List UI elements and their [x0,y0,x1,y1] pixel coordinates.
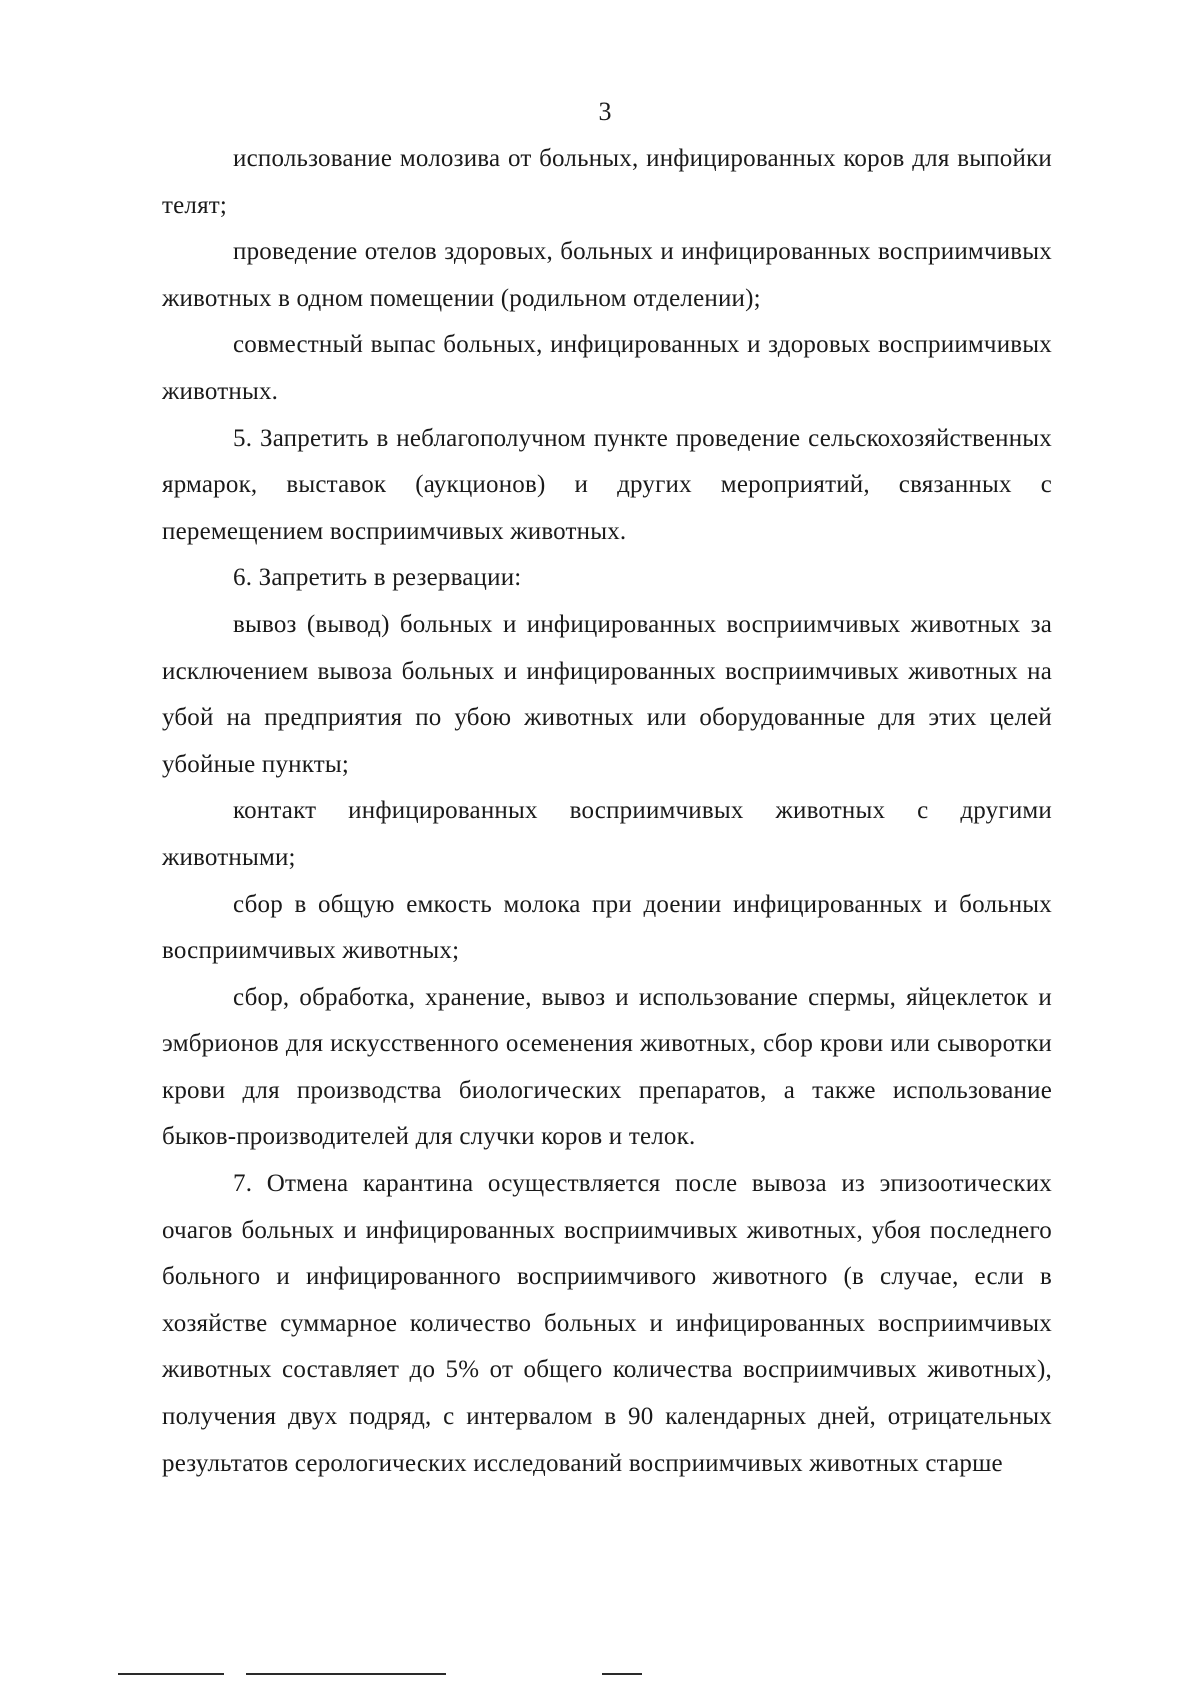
paragraph-item-6: 6. Запретить в резервации: [233,564,522,592]
footer-line-segment [118,1673,224,1675]
document-body [162,136,1052,1487]
paragraph-colostrum: использование молозива от больных, инфицированных коров для выпойки телят; [162,145,1052,219]
paragraph-grazing: совместный выпас больных, инфицированных и здоровых восприимчивых животных. [162,331,1052,405]
footer-divider [0,1673,1200,1677]
paragraph-item-7: 7. Отмена карантина осуществляется после вывоза из эпизоотических очагов больных и инфицированных восприимчивых животных, убоя последнего больного и инфицированного восприимчивого животного (в случае, если в хозяйстве суммарное количество больных и инфицированных восприимчивых животных составляет до 5% от общего количества восприимчивых животных), получения двух подряд, с интервалом в 90 календарных дней, отрицательных результатов серологических исследований восприимчивых животных старше [162,1170,1052,1477]
footer-line-segment [602,1673,642,1675]
paragraph-milk: сбор в общую емкость молока при доении инфицированных и больных восприимчивых животных; [162,890,1052,965]
paragraph-item-5: 5. Запретить в неблагополучном пункте проведение сельскохозяйственных ярмарок, выставок (аукционов) и других мероприятий, связанных с перемещением восприимчивых животных. [162,424,1052,545]
footer-line-segment [246,1673,446,1675]
paragraph-export: вывоз (вывод) больных и инфицированных восприимчивых животных за исключением вывоза больных и инфицированных восприимчивых животных на убой на предприятия по убою животных или оборудованные для этих целей убойные пункты; [162,610,1052,778]
page-number: 3 [598,97,612,126]
paragraph-calving: проведение отелов здоровых, больных и инфицированных восприимчивых животных в одном помещении (родильном отделении); [162,238,1052,312]
paragraph-contact: контакт инфицированных восприимчивых животных с другими животными; [162,797,1052,871]
paragraph-sperm: сбор, обработка, хранение, вывоз и использование спермы, яйцеклеток и эмбрионов для искусственного осеменения животных, сбор крови или сыворотки крови для производства биологических препаратов, а также использование быков-производителей для случки коров и телок. [162,983,1052,1151]
